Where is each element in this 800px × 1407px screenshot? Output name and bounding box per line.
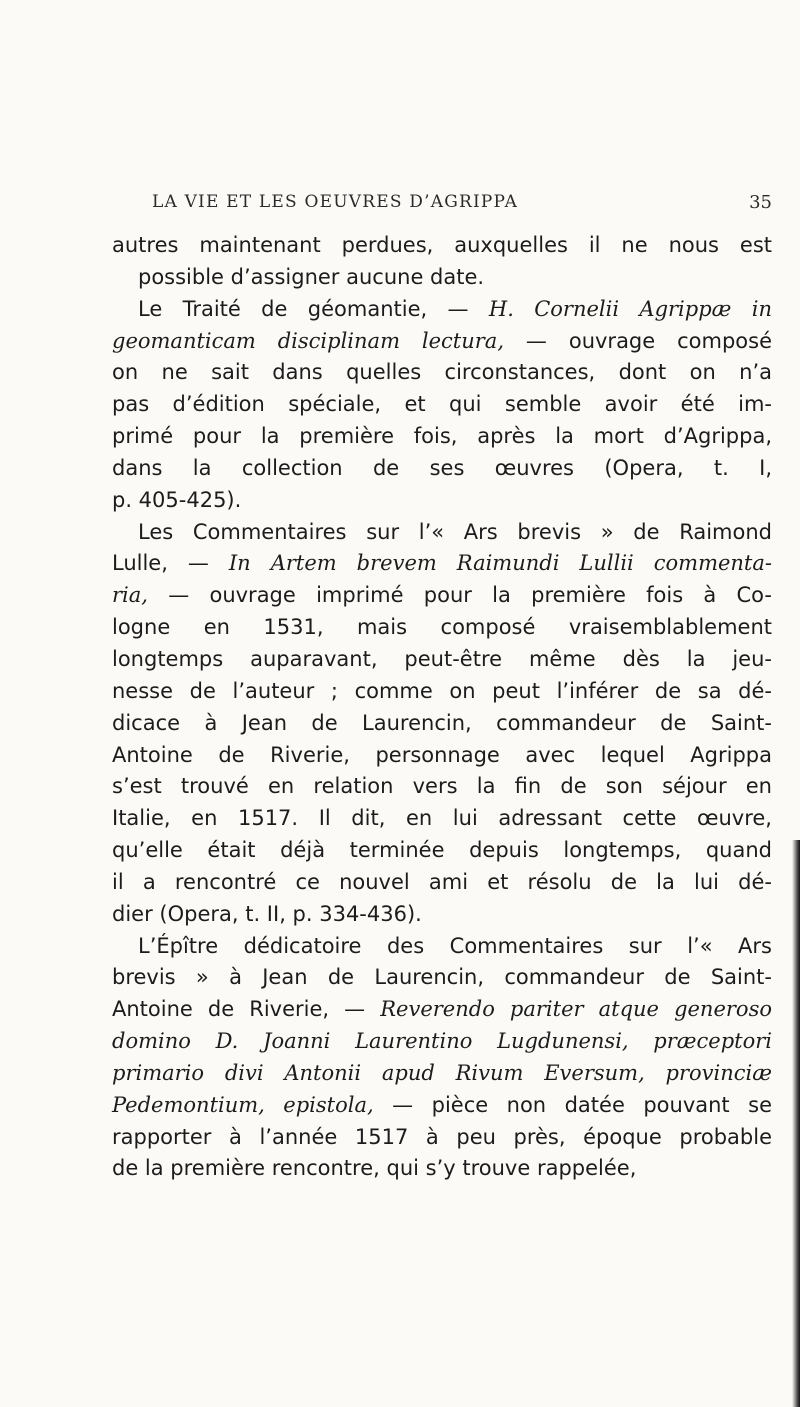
- text-line: de la première rencontre, qui s’y trouve rappelée,: [112, 1156, 637, 1181]
- text-line: autres maintenant perdues, auxquelles il ne nous est: [112, 233, 772, 257]
- text-line: qu’elle était déjà terminée depuis longtemps, quand: [112, 838, 772, 863]
- running-title: LA VIE ET LES OEUVRES D’AGRIPPA: [152, 192, 519, 212]
- text-line: brevis » à Jean de Laurencin, commandeur de Saint-: [112, 965, 772, 990]
- text-line: nesse de l’auteur ; comme on peut l’inférer de sa dé-: [112, 678, 772, 703]
- body-text: [112, 230, 772, 1185]
- page-header: [152, 192, 772, 222]
- text-line: primario divi Antonii apud Rivum Eversum, provinciæ: [112, 1060, 772, 1085]
- text-line: Lulle, — In Artem brevem Raimundi Lullii commenta-: [112, 551, 772, 576]
- text-line: domino D. Joanni Laurentino Lugdunensi, præceptori: [112, 1029, 772, 1054]
- text-line: Les Commentaires sur l’« Ars brevis » de Raimond: [138, 519, 772, 544]
- page-number: 35: [749, 192, 772, 213]
- text-line: Antoine de Riverie, personnage avec lequel Agrippa: [112, 742, 772, 767]
- text-line: Pedemontium, epistola, — pièce non datée pouvant se: [112, 1092, 772, 1117]
- text-line: dier (Opera, t. II, p. 334-436).: [112, 901, 422, 926]
- text-line: ria, — ouvrage imprimé pour la première fois à Co-: [112, 583, 772, 608]
- text-line: Italie, en 1517. Il dit, en lui adressant cette œuvre,: [112, 806, 772, 831]
- text-line: p. 405-425).: [112, 487, 242, 512]
- text-line: s’est trouvé en relation vers la fin de son séjour en: [112, 774, 772, 799]
- text-line: il a rencontré ce nouvel ami et résolu de la lui dé-: [112, 869, 772, 894]
- text-line: rapporter à l’année 1517 à peu près, époque probable: [112, 1124, 772, 1149]
- text-line: L’Épître dédicatoire des Commentaires sur l’« Ars: [138, 933, 772, 958]
- text-line: on ne sait dans quelles circonstances, dont on n’a: [112, 360, 772, 385]
- text-line: pas d’édition spéciale, et qui semble avoir été im-: [112, 392, 772, 417]
- text-line: geomanticam disciplinam lectura, — ouvrage composé: [112, 328, 772, 353]
- text-line: dicace à Jean de Laurencin, commandeur de Saint-: [112, 710, 772, 735]
- text-line: Le Traité de géomantie, — H. Cornelii Agrippæ in: [138, 296, 772, 321]
- text-line: longtemps auparavant, peut-être même dès la jeu-: [112, 646, 772, 671]
- text-line: possible d’assigner aucune date.: [138, 264, 485, 289]
- text-line: primé pour la première fois, après la mort d’Agrippa,: [112, 424, 772, 449]
- text-line: dans la collection de ses œuvres (Opera, t. I,: [112, 455, 772, 480]
- text-line: Antoine de Riverie, — Reverendo pariter atque generoso: [112, 997, 772, 1022]
- page-edge-shadow: [792, 840, 800, 1407]
- text-line: logne en 1531, mais composé vraisemblablement: [112, 615, 772, 640]
